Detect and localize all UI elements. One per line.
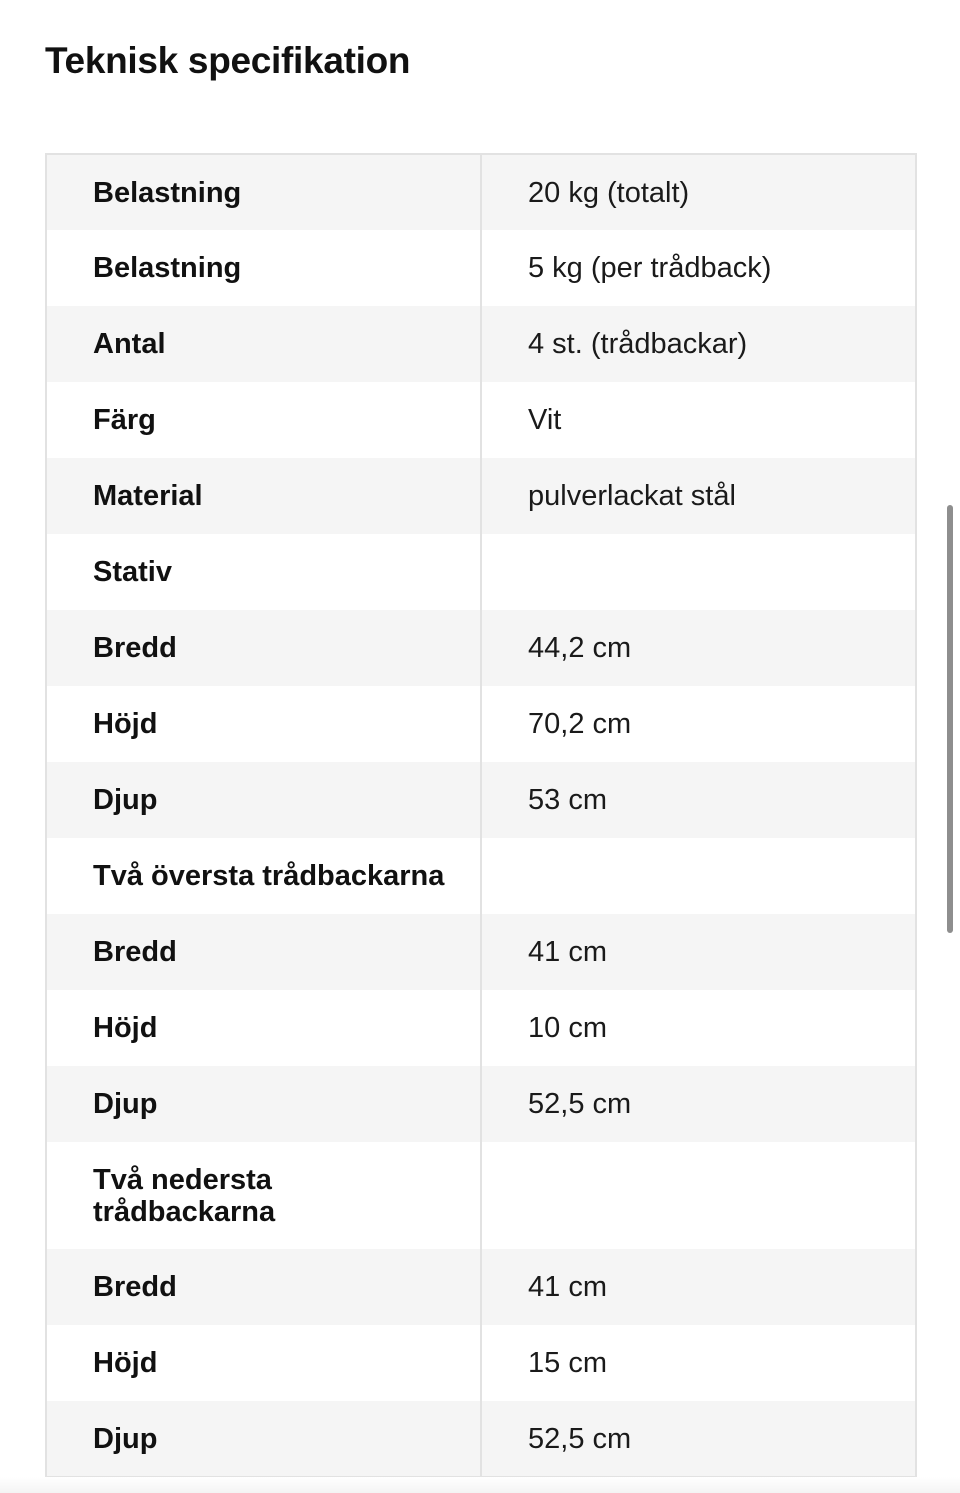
table-row: [46, 306, 916, 382]
table-row: [46, 1142, 916, 1249]
spec-value: [481, 838, 916, 914]
spec-value: 4 st. (trådbackar): [481, 306, 916, 382]
spec-value: 10 cm: [481, 990, 916, 1066]
spec-value: 5 kg (per trådback): [481, 230, 916, 306]
spec-value: 20 kg (totalt): [481, 154, 916, 230]
table-row: [46, 154, 916, 230]
table-row: [46, 382, 916, 458]
table-row: [46, 762, 916, 838]
table-row: [46, 610, 916, 686]
spec-value: 52,5 cm: [481, 1066, 916, 1142]
spec-value: [481, 1142, 916, 1249]
spec-label: Djup: [46, 1066, 481, 1142]
spec-value: 52,5 cm: [481, 1401, 916, 1477]
spec-value: pulverlackat stål: [481, 458, 916, 534]
spec-label: Höjd: [46, 686, 481, 762]
table-row: [46, 990, 916, 1066]
spec-section-label: Stativ: [46, 534, 481, 610]
spec-value: 41 cm: [481, 1249, 916, 1325]
spec-label: Höjd: [46, 1325, 481, 1401]
spec-label: Belastning: [46, 154, 481, 230]
spec-section-label: Två nedersta trådbackarna: [46, 1142, 481, 1249]
spec-label: Höjd: [46, 990, 481, 1066]
spec-value: 44,2 cm: [481, 610, 916, 686]
spec-label: Djup: [46, 762, 481, 838]
table-row: [46, 534, 916, 610]
spec-label: Antal: [46, 306, 481, 382]
spec-label: Bredd: [46, 914, 481, 990]
spec-table: [45, 153, 917, 1478]
table-row: [46, 458, 916, 534]
spec-value: [481, 534, 916, 610]
vertical-scrollbar[interactable]: [947, 505, 953, 933]
table-row: [46, 230, 916, 306]
spec-value: 41 cm: [481, 914, 916, 990]
table-row: [46, 1401, 916, 1477]
table-row: [46, 686, 916, 762]
spec-label: Bredd: [46, 610, 481, 686]
spec-label: Djup: [46, 1401, 481, 1477]
table-row: [46, 914, 916, 990]
spec-value: 53 cm: [481, 762, 916, 838]
table-row: [46, 1066, 916, 1142]
spec-value: 15 cm: [481, 1325, 916, 1401]
bottom-fade: [0, 1477, 960, 1493]
table-row: [46, 1249, 916, 1325]
table-row: [46, 1325, 916, 1401]
spec-value: 70,2 cm: [481, 686, 916, 762]
spec-label: Belastning: [46, 230, 481, 306]
spec-section-label: Två översta trådbackarna: [46, 838, 481, 914]
spec-label: Material: [46, 458, 481, 534]
spec-label: Färg: [46, 382, 481, 458]
spec-label: Bredd: [46, 1249, 481, 1325]
table-row: [46, 838, 916, 914]
spec-value: Vit: [481, 382, 916, 458]
page-title: Teknisk specifikation: [45, 40, 411, 81]
